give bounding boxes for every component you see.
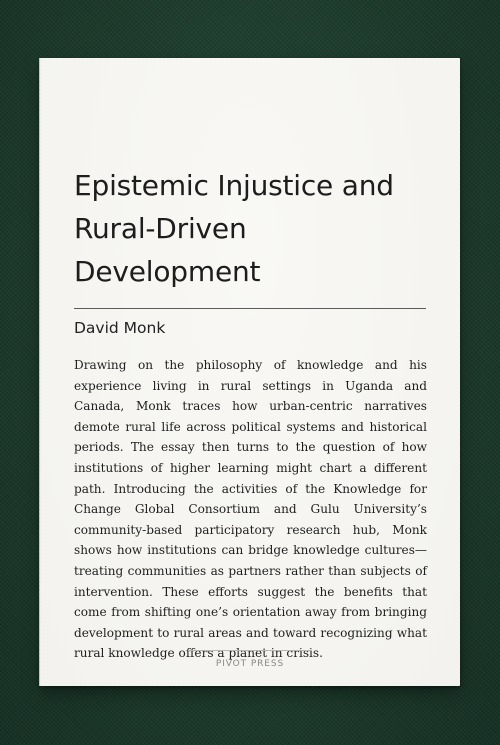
document-card: [40, 58, 460, 686]
author-name: David Monk: [74, 319, 166, 337]
title-divider: [74, 308, 426, 309]
abstract-text: Drawing on the philosophy of knowledge and his experience living in rural settings in Uganda and Canada, Monk traces how urban-centric narratives demote rural life across political systems and historical periods. The essay then turns to the question of how institutions of higher learning might chart a different path. Introducing the activities of the Knowledge for Change Global Consortium and Gulu University’s community-based participatory research hub, Monk shows how institutions can bridge knowledge cultures—treating communities as partners rather than subjects of intervention. These efforts suggest the benefits that come from shifting one’s orientation away from bringing development to rural areas and toward recognizing what rural knowledge offers a planet in crisis.: [74, 358, 427, 661]
publisher-name: PIVOT PRESS: [215, 659, 285, 669]
document-title: Epistemic Injustice and Rural-Driven Development: [74, 169, 394, 288]
footer-divider: [188, 650, 312, 651]
